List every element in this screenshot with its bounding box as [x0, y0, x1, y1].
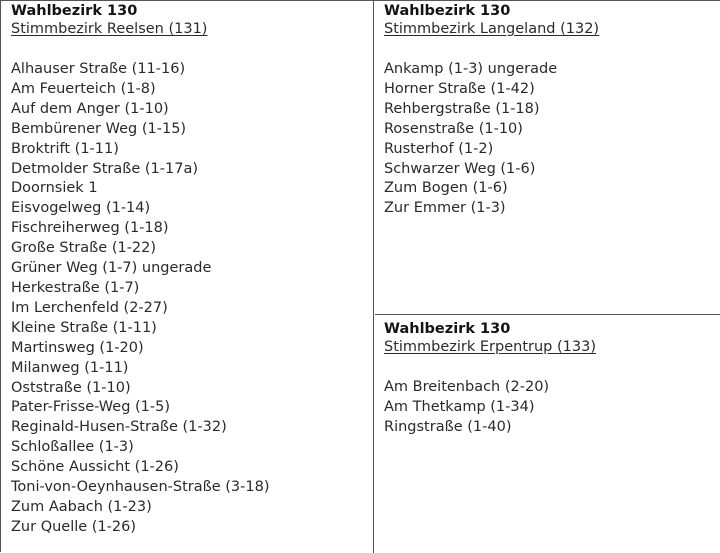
- street-item: Kleine Straße (1-11): [11, 319, 157, 336]
- street-item: Schwarzer Weg (1-6): [384, 160, 536, 177]
- street-list: [11, 60, 369, 538]
- street-item: Im Lerchenfeld (2-27): [11, 299, 168, 316]
- section-title: Wahlbezirk 130: [11, 3, 138, 19]
- street-item: Grüner Weg (1-7) ungerade: [11, 260, 212, 277]
- street-item: Pater-Frisse-Weg (1-5): [11, 399, 171, 416]
- section-subtitle: Stimmbezirk Reelsen (131): [11, 21, 208, 37]
- street-item: Am Feuerteich (1-8): [11, 80, 156, 97]
- section-divider: [375, 314, 720, 315]
- street-item: Milanweg (1-11): [11, 359, 129, 376]
- street-item: Doornsiek 1: [11, 180, 98, 197]
- street-item: Eisvogelweg (1-14): [11, 200, 151, 217]
- street-item: Am Breitenbach (2-20): [384, 379, 550, 395]
- street-item: Broktrift (1-11): [11, 140, 119, 157]
- street-item: Alhauser Straße (11-16): [11, 61, 186, 77]
- street-item: Schloßallee (1-3): [11, 439, 134, 456]
- street-item: Am Thetkamp (1-34): [384, 398, 535, 415]
- district-langeland-block: [384, 2, 717, 219]
- street-item: Reginald-Husen-Straße (1-32): [11, 419, 227, 436]
- street-item: Schöne Aussicht (1-26): [11, 459, 179, 476]
- street-item: Zum Aabach (1-23): [11, 498, 152, 515]
- street-item: Ankamp (1-3) ungerade: [384, 61, 558, 77]
- section-subtitle: Stimmbezirk Langeland (132): [384, 21, 600, 37]
- district-reelsen-block: [11, 2, 369, 538]
- street-item: Zur Quelle (1-26): [11, 518, 137, 535]
- district-reelsen-column: [1, 1, 374, 553]
- street-item: Rehbergstraße (1-18): [384, 100, 540, 117]
- street-item: Zur Emmer (1-3): [384, 200, 506, 217]
- street-item: Rusterhof (1-2): [384, 140, 494, 157]
- right-column: [375, 1, 720, 553]
- street-item: Auf dem Anger (1-10): [11, 100, 169, 117]
- street-item: Oststraße (1-10): [11, 379, 131, 396]
- street-item: Toni-von-Oeynhausen-Straße (3-18): [11, 479, 270, 496]
- street-item: Ringstraße (1-40): [384, 418, 512, 435]
- street-item: Zum Bogen (1-6): [384, 180, 508, 197]
- street-item: Herkestraße (1-7): [11, 279, 140, 296]
- street-item: Fischreiherweg (1-18): [11, 220, 169, 237]
- section-title: Wahlbezirk 130: [384, 321, 511, 337]
- street-list: [384, 60, 717, 219]
- street-list: [384, 378, 717, 438]
- section-title: Wahlbezirk 130: [384, 3, 511, 19]
- district-erpentrup-block: [384, 320, 717, 438]
- street-item: Martinsweg (1-20): [11, 339, 144, 356]
- street-item: Bembürener Weg (1-15): [11, 120, 187, 137]
- street-item: Detmolder Straße (1-17a): [11, 160, 198, 177]
- section-subtitle: Stimmbezirk Erpentrup (133): [384, 339, 596, 355]
- street-item: Große Straße (1-22): [11, 240, 157, 257]
- street-item: Horner Straße (1-42): [384, 80, 535, 97]
- street-item: Rosenstraße (1-10): [384, 120, 523, 137]
